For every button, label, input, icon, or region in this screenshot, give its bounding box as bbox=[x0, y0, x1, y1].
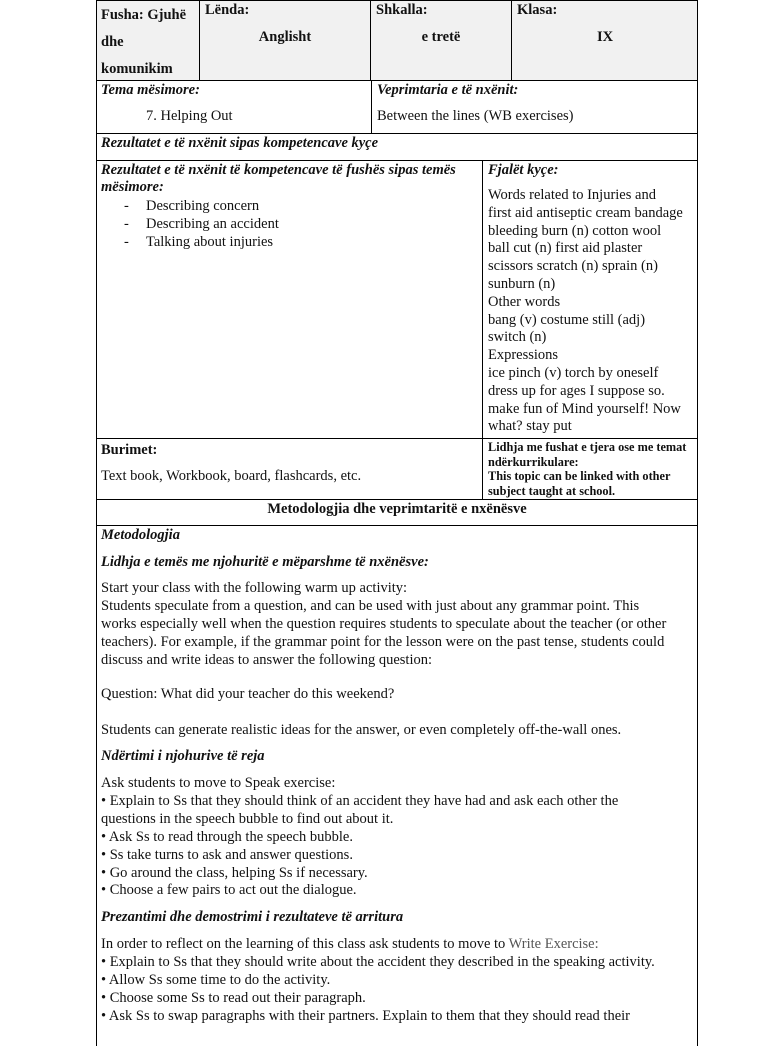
veprimtaria-label: Veprimtaria e të nxënit: bbox=[377, 82, 519, 98]
methodology-title: Metodologjia dhe veprimtaritë e nxënësve bbox=[267, 501, 527, 517]
keyword-line: switch (n) bbox=[488, 329, 547, 346]
keywords-list bbox=[488, 187, 683, 436]
shkalla-cell bbox=[370, 1, 511, 80]
metodologjia-heading: Metodologjia bbox=[101, 527, 180, 543]
resources-row bbox=[96, 439, 698, 500]
speak-line: Ask students to move to Speak exercise: bbox=[101, 775, 336, 791]
klasa-cell bbox=[511, 1, 697, 80]
speak-line: • Ss take turns to ask and answer questions. bbox=[101, 846, 353, 863]
write-exercise-link: Write Exercise: bbox=[508, 936, 599, 952]
speak-line: questions in the speech bubble to find out about it. bbox=[101, 810, 394, 827]
resources-title: Burimet: bbox=[101, 442, 158, 458]
warmup-line: works especially well when the question requires students to speculate about the teacher (or other bbox=[101, 615, 667, 632]
keyword-line: ball cut (n) first aid plaster bbox=[488, 240, 643, 257]
topic-row bbox=[96, 81, 698, 134]
write-line: • Choose some Ss to read out their paragraph. bbox=[101, 989, 366, 1006]
klasa-value: IX bbox=[596, 29, 614, 45]
write-block bbox=[101, 954, 655, 1026]
keyword-line: make fun of Mind yourself! Now bbox=[488, 400, 681, 417]
keyword-line: bleeding burn (n) cotton wool bbox=[488, 222, 662, 239]
header-row bbox=[96, 0, 698, 81]
warmup-line: discuss and write ideas to answer the following question: bbox=[101, 651, 433, 668]
keyword-line: bang (v) costume still (adj) bbox=[488, 311, 646, 328]
fusha-label: Fusha: Gjuhë dhe komunikim bbox=[101, 7, 187, 77]
keyword-line: first aid antiseptic cream bandage bbox=[488, 204, 683, 221]
methodology-body bbox=[96, 526, 698, 1046]
lenda-cell bbox=[199, 1, 370, 80]
keyword-line: sunburn (n) bbox=[488, 275, 556, 292]
warmup-line: teachers). For example, if the grammar point for the lesson were on the past tense, students could bbox=[101, 633, 665, 650]
links-cell bbox=[482, 439, 697, 499]
write-line: • Ask Ss to swap paragraphs with their partners. Explain to them that they should read their bbox=[101, 1007, 630, 1024]
question-text: Question: What did your teacher do this weekend? bbox=[101, 686, 395, 702]
tema-cell bbox=[97, 81, 371, 133]
methodology-title-row bbox=[96, 500, 698, 526]
outcomes-title-line1: Rezultatet e të nxënit të kompetencave të fushës sipas temës bbox=[101, 162, 456, 178]
speak-block bbox=[101, 775, 618, 900]
speak-line: • Go around the class, helping Ss if necessary. bbox=[101, 864, 368, 881]
tema-label: Tema mësimore: bbox=[101, 82, 200, 98]
links-line1: Lidhja me fushat e tjera ose me temat bbox=[488, 440, 687, 454]
keywords-title: Fjalët kyçe: bbox=[488, 162, 559, 178]
tema-value: 7. Helping Out bbox=[146, 108, 233, 124]
outcome-item: - Describing an accident bbox=[101, 215, 279, 233]
competences-row bbox=[96, 134, 698, 161]
veprimtaria-cell bbox=[371, 81, 697, 133]
links-line4: subject taught at school. bbox=[488, 484, 616, 498]
outcome-item: - Describing concern bbox=[101, 197, 279, 215]
keyword-line: what? stay put bbox=[488, 418, 572, 435]
ndertimi-heading: Ndërtimi i njohurive të reja bbox=[101, 748, 265, 764]
write-line: • Explain to Ss that they should write about the accident they described in the speaking activity. bbox=[101, 954, 655, 970]
lenda-value: Anglisht bbox=[258, 29, 312, 45]
reflect-line bbox=[101, 936, 599, 953]
outcome-item: - Talking about injuries bbox=[101, 233, 279, 251]
outcomes-list bbox=[101, 197, 279, 251]
lenda-label: Lënda: bbox=[205, 2, 250, 18]
keywords-cell bbox=[482, 161, 697, 438]
shkalla-value: e tretë bbox=[421, 29, 461, 45]
shkalla-label: Shkalla: bbox=[376, 2, 428, 18]
links-line2: ndërkurrikulare: bbox=[488, 455, 579, 469]
write-line: • Allow Ss some time to do the activity. bbox=[101, 971, 331, 988]
speak-line: • Choose a few pairs to act out the dialogue. bbox=[101, 882, 357, 899]
warmup-line: Start your class with the following warm up activity: bbox=[101, 580, 408, 596]
students-line: Students can generate realistic ideas for the answer, or even completely off-the-wall ones. bbox=[101, 722, 622, 738]
prezantimi-heading: Prezantimi dhe demostrimi i rezultateve të arritura bbox=[101, 909, 404, 925]
warmup-block bbox=[101, 580, 666, 670]
outcomes-title-line2: mësimore: bbox=[101, 179, 164, 195]
klasa-label: Klasa: bbox=[517, 2, 558, 18]
veprimtaria-value: Between the lines (WB exercises) bbox=[377, 108, 574, 124]
outcomes-cell bbox=[97, 161, 482, 438]
reflect-intro: In order to reflect on the learning of this class ask students to move to bbox=[101, 936, 509, 952]
keyword-line: Other words bbox=[488, 293, 561, 310]
links-line3: This topic can be linked with other bbox=[488, 469, 671, 483]
competences-title: Rezultatet e të nxënit sipas kompetencave kyçe bbox=[101, 135, 379, 151]
keyword-line: Expressions bbox=[488, 347, 559, 364]
keyword-line: Words related to Injuries and bbox=[488, 187, 656, 203]
resources-value: Text book, Workbook, board, flashcards, etc. bbox=[101, 468, 362, 484]
speak-line: • Ask Ss to read through the speech bubble. bbox=[101, 828, 353, 845]
keyword-line: ice pinch (v) torch by oneself bbox=[488, 364, 659, 381]
lidhja-heading: Lidhja e temës me njohuritë e mëparshme të nxënësve: bbox=[101, 554, 429, 570]
keyword-line: scissors scratch (n) sprain (n) bbox=[488, 258, 658, 275]
resources-cell bbox=[97, 439, 482, 499]
outcomes-row bbox=[96, 161, 698, 439]
fusha-cell bbox=[97, 1, 199, 80]
lesson-plan-page bbox=[96, 0, 698, 1046]
keyword-line: dress up for ages I suppose so. bbox=[488, 382, 665, 399]
warmup-line: Students speculate from a question, and can be used with just about any grammar point. This bbox=[101, 597, 640, 614]
speak-line: • Explain to Ss that they should think of an accident they have had and ask each other the bbox=[101, 792, 619, 809]
